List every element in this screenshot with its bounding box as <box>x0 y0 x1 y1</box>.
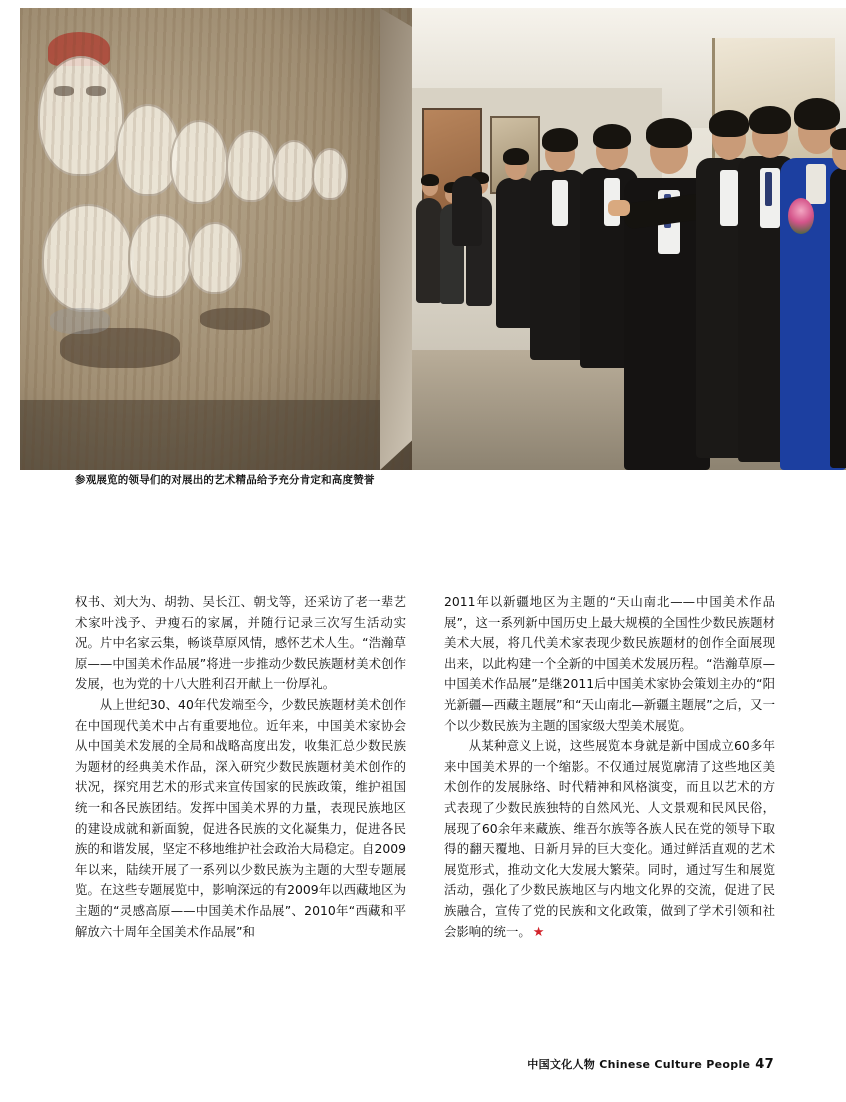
hair <box>542 128 578 152</box>
gallery-interior <box>412 8 846 470</box>
person-distant <box>416 198 442 303</box>
end-marker-star: ★ <box>532 924 545 940</box>
footer-publication: 中国文化人物 Chinese Culture People <box>527 1058 751 1071</box>
necktie <box>765 172 772 206</box>
paragraph: 权书、刘大为、胡勃、吴长江、朝戈等，还采访了老一辈艺术家叶浅予、尹瘦石的家属，并随行记录三次写生活动实况。片中名家云集，畅谈草原风情，感怀艺术人生。“浩瀚草原——中国美术作品展”将进一步推动少数民族题材美术创作发展，也为党的十八大胜利召开献上一份厚礼。 <box>75 594 406 692</box>
hair <box>749 106 791 134</box>
column-left <box>75 592 406 943</box>
hair <box>503 148 529 165</box>
article-body <box>75 592 775 943</box>
paragraph: 2011年以新疆地区为主题的“天山南北——中国美术作品展”，这一系列新中国历史上最大规模的全国性少数民族题材美术大展，将几代美术家表现少数民族题材的创作全面展现出来，以此构建一个全新的中国美术发展历程。“浩瀚草原—中国美术作品展”是继2011后中国美术家协会策划主办的“阳光新疆—西藏主题展”和“天山南北—新疆主题展”之后，又一个以少数民族为主题的国家级大型美术展览。 <box>444 594 775 733</box>
hair <box>646 118 692 148</box>
shirt <box>552 180 568 226</box>
paragraph-final <box>444 736 775 943</box>
page-number: 47 <box>755 1057 774 1072</box>
paragraph: 从上世纪30、40年代发端至今，少数民族题材美术创作在中国现代美术中占有重要地位。近年来，中国美术家协会从中国美术发展的全局和战略高度出发，收集汇总少数民族为题材的经典美术作品，深入研究少数民族题材美术创作的状况，探究用艺术的形式来宣传国家的民族政策，维护祖国统一和各民族团结。发挥中国美术界的力量，表现民族地区的建设成就和新面貌，促进各民族的文化凝集力，促进各民族的和谐发展，坚定不移地维护社会政治大局稳定。自2009年以来，陆续开展了一系列以少数民族为主题的大型专题展览。在这些专题展览中，影响深远的有2009年以西藏地区为主题的“灵感高原——中国美术作品展”、2010年“西藏和平解放六十周年全国美术作品展”和 <box>75 696 406 939</box>
corsage-flower <box>788 198 814 234</box>
hair <box>709 110 749 137</box>
column-right <box>444 592 775 943</box>
shirt <box>720 170 738 226</box>
page-footer <box>527 1056 774 1072</box>
mural-painting <box>20 8 412 470</box>
shirt <box>806 164 826 204</box>
hair <box>794 98 840 130</box>
person-edge <box>830 168 846 468</box>
hair <box>421 174 439 186</box>
paragraph-text: 从某种意义上说，这些展览本身就是新中国成立60多年来中国美术界的一个缩影。不仅通过展览廓清了这些地区美术创作的发展脉络、时代精神和风格演变，而且以艺术的方式表现了少数民族独特的自然风光、人文景观和民风民俗，展现了60余年来藏族、维吾尔族等各族人民在党的领导下取得的翻天覆地、日新月异的巨大变化。通过鲜活直观的艺术展览形式，推动文化大发展大繁荣。同时，通过写生和展览活动，强化了少数民族地区与内地文化界的交流，促进了民族融合，宣传了党的民族和文化政策，做到了学术引领和社会影响的统一。 <box>444 738 775 939</box>
person-mid <box>452 176 482 246</box>
hair <box>593 124 631 149</box>
pointing-hand <box>608 200 630 216</box>
hair <box>830 128 846 150</box>
photo-caption: 参观展览的领导们的对展出的艺术精品给予充分肯定和高度赞誉 <box>75 474 375 486</box>
article-photo <box>20 8 846 470</box>
